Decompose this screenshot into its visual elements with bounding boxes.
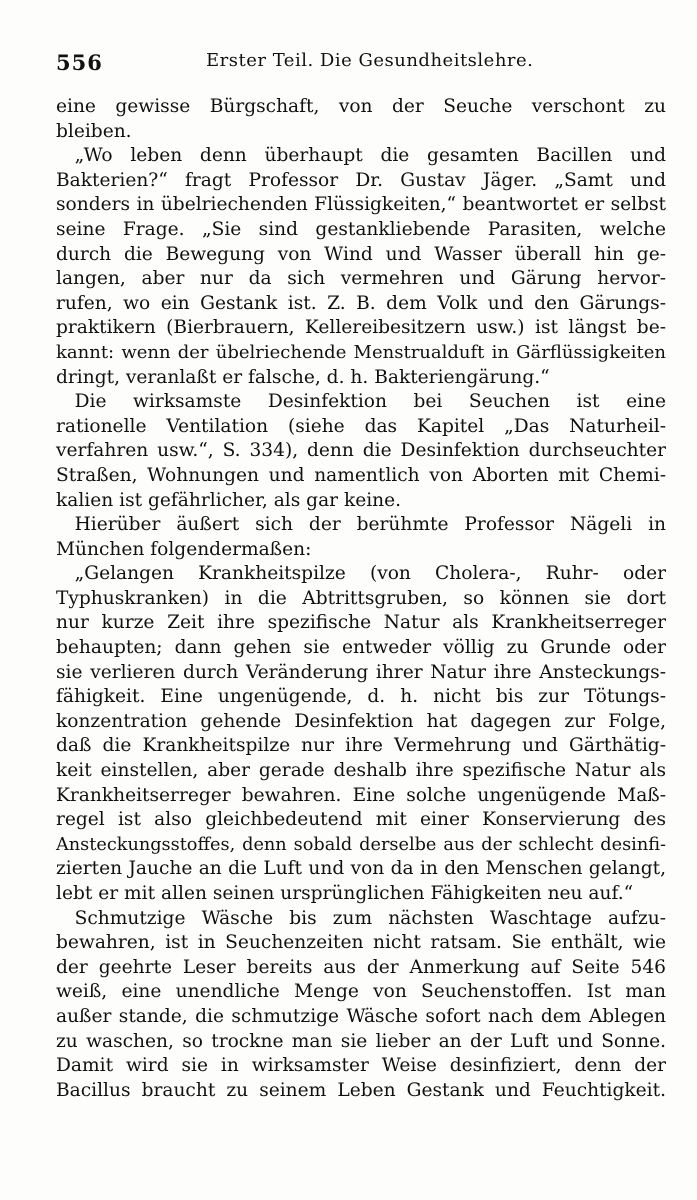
- body-text: [56, 95, 666, 1103]
- text-line: Bakterien?“ fragt Professor Dr. Gustav Jäger. „Samt und: [56, 169, 666, 191]
- text-line: weiß, eine unendliche Menge von Seuchenstoffen. Ist man: [56, 981, 666, 1003]
- text-line: zu waschen, so trockne man sie lieber an der Luft und Sonne.: [56, 1030, 666, 1052]
- text-line: Krankheitserreger bewahren. Eine solche ungenügende Maß-: [56, 784, 666, 806]
- text-line: rationelle Ventilation (siehe das Kapitel „Das Naturheil-: [56, 415, 666, 437]
- text-line: Straßen, Wohnungen und namentlich von Aborten mit Chemi-: [56, 464, 666, 486]
- text-line: praktikern (Bierbrauern, Kellereibesitzern usw.) ist längst be-: [56, 317, 666, 339]
- text-line: kalien ist gefährlicher, als gar keine.: [56, 489, 402, 511]
- text-line: rufen, wo ein Gestank ist. Z. B. dem Volk und den Gärungs-: [56, 292, 666, 314]
- text-line: eine gewisse Bürgschaft, von der Seuche verschont zu: [56, 96, 666, 117]
- text-line: bewahren, ist in Seuchenzeiten nicht ratsam. Sie enthält, wie: [56, 932, 666, 954]
- text-line: Die wirksamste Desinfektion bei Seuchen ist eine: [56, 391, 666, 413]
- text-line: nur kurze Zeit ihre spezifische Natur als Krankheitserreger: [56, 612, 666, 634]
- page-header: [56, 50, 666, 76]
- text-line: sonders in übelriechenden Flüssigkeiten,“ beantwortet er selbst: [56, 194, 666, 216]
- text-line: sie verlieren durch Veränderung ihrer Natur ihre Ansteckungs-: [56, 661, 666, 683]
- text-line: Ansteckungsstoffes, denn sobald derselbe aus der schlecht desinfi-: [56, 834, 666, 855]
- text-line: Typhuskranken) in die Abtrittsgruben, so können sie dort: [56, 587, 666, 609]
- text-line: keit einstellen, aber gerade deshalb ihre spezifische Natur als: [56, 760, 666, 782]
- text-line: behaupten; dann gehen sie entweder völlig zu Grunde oder: [56, 637, 666, 659]
- text-line: verfahren usw.“, S. 334), denn die Desinfektion durchseuchter: [56, 440, 666, 462]
- text-line: München folgendermaßen:: [56, 538, 312, 560]
- text-line: seine Frage. „Sie sind gestankliebende Parasiten, welche: [56, 218, 666, 240]
- text-line: lebt er mit allen seinen ursprünglichen Fähigkeiten neu auf.“: [56, 883, 634, 904]
- text-line: Schmutzige Wäsche bis zum nächsten Waschtage aufzu-: [56, 907, 666, 929]
- text-line: kannt: wenn der übelriechende Menstrualduft in Gärflüssigkeiten: [56, 341, 666, 363]
- text-line: „Gelangen Krankheitspilze (von Cholera-, Ruhr- oder: [56, 563, 666, 585]
- text-line: bleiben.: [56, 120, 132, 142]
- text-line: daß die Krankheitspilze nur ihre Vermehrung und Gärthätig-: [56, 735, 666, 757]
- text-line: außer stande, die schmutzige Wäsche sofort nach dem Ablegen: [56, 1005, 666, 1027]
- text-line: konzentration gehende Desinfektion hat dagegen zur Folge,: [56, 710, 666, 732]
- text-line: Bacillus braucht zu seinem Leben Gestank und Feuchtigkeit.: [56, 1079, 666, 1101]
- text-line: dringt, veranlaßt er falsche, d. h. Bakteriengärung.“: [56, 366, 550, 388]
- page-number: 556: [56, 50, 103, 75]
- text-line: Damit wird sie in wirksamster Weise desinfiziert, denn der: [56, 1055, 666, 1077]
- text-line: „Wo leben denn überhaupt die gesamten Bacillen und: [56, 145, 666, 167]
- text-line: durch die Bewegung von Wind und Wasser überall hin ge-: [56, 243, 666, 265]
- text-line: fähigkeit. Eine ungenügende, d. h. nicht bis zur Tötungs-: [56, 686, 666, 708]
- text-line: der geehrte Leser bereits aus der Anmerkung auf Seite 546: [56, 956, 666, 978]
- text-line: langen, aber nur da sich vermehren und Gärung hervor-: [56, 268, 666, 290]
- text-line: zierten Jauche an die Luft und von da in den Menschen gelangt,: [56, 858, 666, 880]
- text-line: Hierüber äußert sich der berühmte Professor Nägeli in: [56, 514, 666, 536]
- running-head: Erster Teil. Die Gesundheitslehre.: [206, 50, 534, 71]
- text-line: regel ist also gleichbedeutend mit einer Konservierung des: [56, 809, 666, 831]
